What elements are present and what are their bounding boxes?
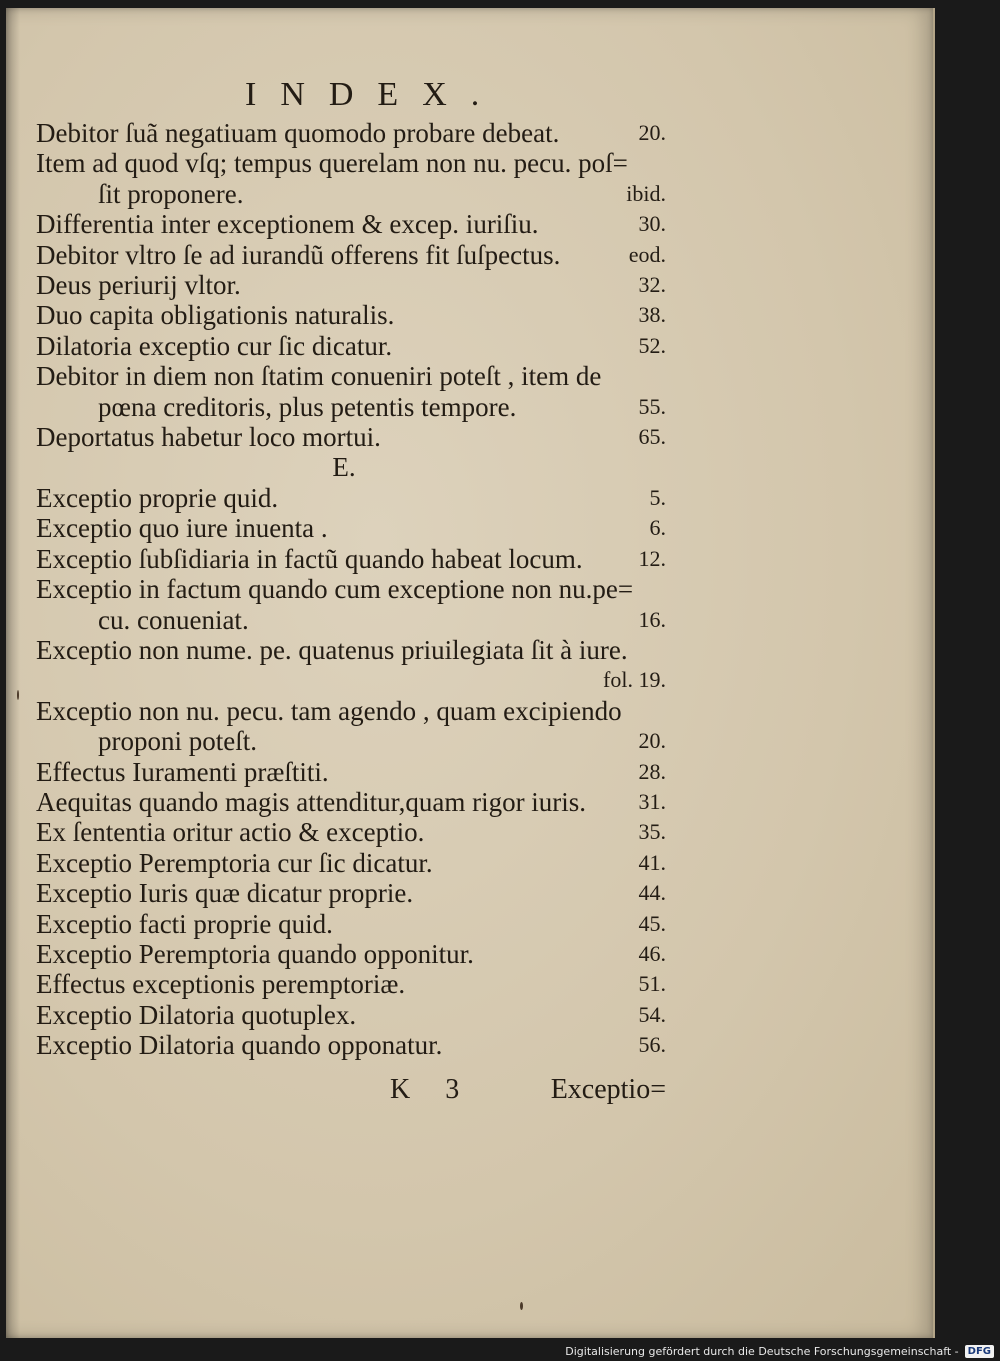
entry-page-ref [658,574,666,604]
entry-text: Exceptio Dilatoria quando opponatur. [36,1030,443,1061]
entry-text: Exceptio non nu. pecu. tam agendo , quam excipiendo [36,695,622,726]
entry-page-ref [658,148,666,178]
entry-page-ref: 44. [638,880,666,906]
dfg-logo: DFG [965,1345,994,1358]
entry-page-ref: 54. [638,1001,666,1027]
entry-text: Exceptio Peremptoria cur ſic dicatur. [36,847,433,878]
entry-page-ref: 30. [638,211,666,237]
entry-page-ref [658,361,666,391]
index-entries [36,118,666,1061]
index-entry [36,209,666,239]
entry-page-ref: 5. [649,484,666,510]
index-entry [36,848,666,878]
index-entry [36,179,666,209]
entry-page-ref: 12. [638,545,666,571]
entry-page-ref: 32. [638,272,666,298]
entry-text: Deportatus habetur loco mortui. [36,422,381,453]
index-entry [36,331,666,361]
entry-text: Differentia inter exceptionem & excep. iuriſiu. [36,209,539,240]
entry-text: Exceptio facti proprie quid. [36,908,333,939]
index-entry [36,270,666,300]
index-entry [36,605,666,635]
entry-page-ref: 20. [638,728,666,754]
index-entry [36,1000,666,1030]
entry-text: Debitor in diem non ſtatim conueniri poteſt , item de [36,361,602,392]
entry-text: Deus periurij vltor. [36,270,241,301]
entry-page-ref: ibid. [626,180,666,206]
entry-text: Effectus exceptionis peremptoriæ. [36,969,406,1000]
entry-page-ref [658,696,666,726]
entry-page-ref: 16. [638,606,666,632]
entry-text: Item ad quod vſq; tempus querelam non nu. pecu. poſ= [36,148,628,179]
entry-page-ref: 56. [638,1032,666,1058]
index-entry [36,513,666,543]
entry-page-ref: 35. [638,819,666,845]
entry-page-ref: eod. [628,241,666,267]
index-entry [36,726,666,756]
index-entry [36,665,666,695]
index-entry [36,696,666,726]
entry-text: pœna creditoris, plus petentis tempore. [98,391,517,422]
entry-text: cu. conueniat. [98,604,249,635]
entry-text: Ex ſententia oritur actio & exceptio. [36,817,425,848]
page-header: INDEX. [245,76,504,113]
entry-text: Exceptio ſubſidiaria in factũ quando habeat locum. [36,543,583,574]
entry-text: Exceptio proprie quid. [36,482,279,513]
index-entry [36,909,666,939]
index-entry [36,392,666,422]
entry-text: Exceptio Iuris quæ dicatur proprie. [36,878,414,909]
index-entry [36,969,666,999]
index-entry [36,240,666,270]
entry-page-ref: fol. 19. [603,667,666,693]
section-letter: E. [332,452,356,483]
index-entry [36,1030,666,1060]
entry-page-ref: 20. [638,120,666,145]
entry-page-ref: 41. [638,849,666,875]
index-entry [36,300,666,330]
entry-text: proponi poteſt. [98,726,257,757]
index-entry [36,787,666,817]
index-entry [36,483,666,513]
index-entry [36,422,666,452]
entry-page-ref: 31. [638,788,666,814]
paper-speck [520,1302,523,1310]
index-entry [36,635,666,665]
index-entry [36,817,666,847]
entry-page-ref: 52. [638,332,666,358]
entry-page-ref: 6. [649,515,666,541]
entry-page-ref: 45. [638,910,666,936]
entry-page-ref: 38. [638,302,666,328]
signature-mark: K 3 [390,1074,474,1105]
entry-text: Debitor vltro ſe ad iurandũ offerens fit ſuſpectus. [36,239,561,270]
entry-text: Effectus Iuramenti præſtiti. [36,756,329,787]
entry-text: Exceptio in factum quando cum exceptione non nu.pe= [36,574,634,605]
entry-page-ref: 28. [638,758,666,784]
entry-text: Debitor ſuã negatiuam quomodo probare debeat. [36,118,560,148]
entry-text: Exceptio Dilatoria quotuplex. [36,999,357,1030]
entry-page-ref: 46. [638,940,666,966]
index-entry [36,544,666,574]
index-entry [36,878,666,908]
page-gutter-shadow [6,8,20,1338]
entry-text: Dilatoria exceptio cur ſic dicatur. [36,330,393,361]
entry-text: Exceptio Peremptoria quando opponitur. [36,938,474,969]
index-entry [36,148,666,178]
page-footer [390,1074,666,1106]
index-entry [36,361,666,391]
entry-text: ſit proponere. [98,178,244,209]
entry-text: Exceptio non nume. pe. quatenus priuilegiata ſit à iure. [36,634,628,665]
index-entry [36,118,666,148]
digitization-credit [565,1342,994,1360]
credit-text: Digitalisierung gefördert durch die Deutsche Forschungsgemeinschaft - [565,1344,959,1358]
paper-speck [17,690,19,700]
index-entry [36,939,666,969]
entry-page-ref: 51. [638,971,666,997]
index-entry [36,574,666,604]
catchword: Exceptio= [550,1074,666,1105]
index-entry [36,757,666,787]
entry-page-ref: 55. [638,393,666,419]
entry-text: Duo capita obligationis naturalis. [36,300,395,331]
entry-page-ref: 65. [638,424,666,450]
entry-text: Exceptio quo iure inuenta . [36,513,328,544]
entry-text: Aequitas quando magis attenditur,quam rigor iuris. [36,786,587,817]
entry-page-ref [658,635,666,665]
